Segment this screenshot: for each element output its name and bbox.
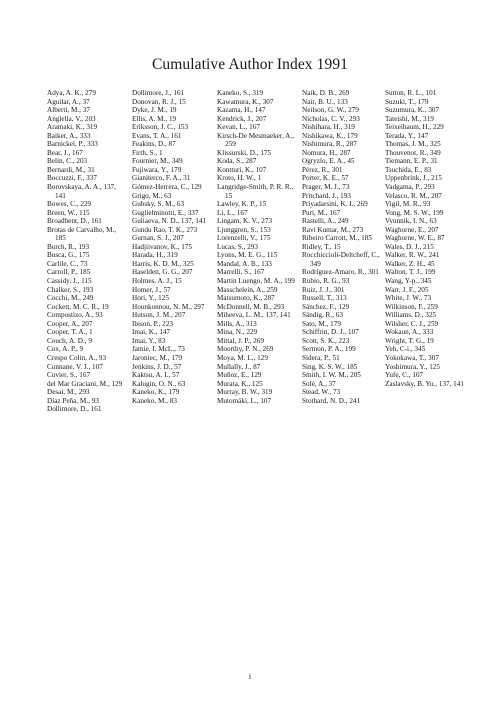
index-entry: Warr, J. F., 205 — [385, 285, 429, 294]
index-entry: Stothard, N. D., 241 — [302, 396, 361, 405]
index-entry: Dyke, J. M., 19 — [132, 106, 177, 115]
index-entry: Compostizo, A., 93 — [47, 311, 103, 320]
index-entry: Lorenzelli, V., 175 — [217, 234, 271, 243]
index-entry: Scott, S. K., 223 — [302, 336, 350, 345]
index-entry: Mullally, J., 87 — [217, 362, 261, 371]
index-column-5 — [385, 89, 465, 414]
index-entry: Miheeva, L. M., 137, 141 — [217, 311, 291, 320]
index-entry: Nishihara, H., 319 — [302, 123, 355, 132]
index-entry: Burch, R., 193 — [47, 242, 90, 251]
index-entry: Kaneko, M., 83 — [132, 396, 177, 405]
index-entry: Sing, K. S. W., 185 — [302, 362, 358, 371]
index-entry: Kaneko, K., 179 — [132, 388, 180, 397]
author-index-columns — [47, 89, 467, 414]
index-entry: Guglielminotti, E., 337 — [132, 208, 199, 217]
index-entry: Cunnane, V. J., 107 — [47, 362, 103, 371]
index-entry: Sutton, R. L., 101 — [385, 89, 437, 97]
index-entry: Gómez-Herrera, C., 129 — [132, 183, 202, 192]
index-entry: Adya, A. K., 279 — [47, 89, 96, 97]
index-entry: Gundu Rao, T. K., 273 — [132, 225, 198, 234]
index-entry: Masschelein, A., 259 — [217, 285, 278, 294]
index-entry: Mandal, A. B., 133 — [217, 259, 272, 268]
index-entry: Wang, Y-p., 345 — [385, 277, 432, 286]
index-entry: Cooper, T. A., 1 — [47, 328, 93, 337]
index-entry: McDonnell, M. B., 293 — [217, 302, 285, 311]
index-entry: Kroto, H. W., 1 — [217, 174, 262, 183]
index-entry: Lyons, M. E. G., 115 — [217, 251, 278, 260]
index-entry: Marrelli, S., 167 — [217, 268, 265, 277]
index-entry: Nishimura, R., 287 — [302, 140, 357, 149]
index-entry: Yufe, C., 107 — [385, 371, 424, 380]
index-entry: Ibison, P., 223 — [132, 319, 173, 328]
index-entry: Wales, D. J., 215 — [385, 242, 434, 251]
index-entry: Murata, K., 125 — [217, 379, 263, 388]
index-entry: Wilkinson, F., 259 — [385, 302, 438, 311]
index-entry: Mills, A., 313 — [217, 319, 257, 328]
index-entry: Cox, A. P., 9 — [47, 345, 84, 354]
index-entry: Barnickel, P., 333 — [47, 140, 98, 149]
index-entry: Uppenbrink, J., 215 — [385, 174, 442, 183]
index-entry: Terada, Y., 147 — [385, 131, 429, 140]
index-entry: Brotas de Carvalho, M., 185 — [47, 225, 117, 243]
index-entry: Jamie, I. McL., 73 — [132, 345, 185, 354]
index-entry: Hutson, J. M., 207 — [132, 311, 186, 320]
index-entry: Baiker, A., 333 — [47, 131, 91, 140]
index-entry: Nair, B. U., 133 — [302, 97, 348, 106]
index-entry: White, J. W., 73 — [385, 294, 432, 303]
index-entry: Imai, Y., 83 — [132, 336, 166, 345]
index-entry: Hori, Y., 125 — [132, 294, 169, 303]
index-entry: Gianiterco, F. A., 31 — [132, 174, 191, 183]
index-entry: Boccuzzi, F., 337 — [47, 174, 97, 183]
index-entry: Lucas, S., 293 — [217, 242, 258, 251]
index-entry: Feakins, D., 87 — [132, 140, 176, 149]
index-entry: Gubsky, S. M., 63 — [132, 200, 185, 209]
index-entry: Pérez, R., 301 — [302, 165, 343, 174]
index-entry: Thouvenot, R., 349 — [385, 148, 441, 157]
index-entry: Sato, M., 179 — [302, 319, 341, 328]
index-entry: Priyadarsini, K. I., 269 — [302, 200, 368, 209]
index-entry: Kaktsu, A. I., 57 — [132, 371, 180, 380]
index-entry: Rodríguez-Amaro, R., 301 — [302, 268, 379, 277]
index-entry: Waghorne, E., 207 — [385, 225, 439, 234]
index-entry: Wokaun, A., 333 — [385, 328, 434, 337]
index-entry: Zaslavsky, B. Yu., 137, 141 — [385, 379, 464, 388]
index-entry: Mutomäki, L., 107 — [217, 396, 272, 405]
index-entry: Nishikawa, K., 179 — [302, 131, 358, 140]
index-column-4 — [302, 89, 380, 414]
index-entry: Sánchez, F., 129 — [302, 302, 350, 311]
index-entry: Fournier, M., 349 — [132, 157, 183, 166]
index-entry: Vyunnik, I. N., 63 — [385, 217, 437, 226]
index-entry: Klissurski, D., 175 — [217, 148, 272, 157]
index-entry: Firth, S., 1 — [132, 148, 163, 157]
index-entry: Smith, I. W. M., 205 — [302, 371, 361, 380]
index-entry: Schiffrin, D. J., 107 — [302, 328, 359, 337]
index-entry: Puri, M., 167 — [302, 208, 341, 217]
index-entry: Muñoz, E., 129 — [217, 371, 262, 380]
index-entry: Rubio, R. G., 93 — [302, 277, 350, 286]
index-entry: Waghorne, W. E., 87 — [385, 234, 445, 243]
page-number: i — [248, 672, 252, 681]
index-entry: Li, L., 167 — [217, 208, 248, 217]
index-entry: Guliaeva, N. D., 137, 141 — [132, 217, 207, 226]
index-entry: Wilsher, C. J., 259 — [385, 319, 439, 328]
index-entry: Rocchiccioli-Deltcheff, C., 349 — [302, 251, 380, 268]
index-entry: Matsumoto, K., 287 — [217, 294, 275, 303]
index-entry: Lawley, K. P., 15 — [217, 200, 267, 209]
index-entry: Nomura, H., 287 — [302, 148, 351, 157]
index-entry: Bowes, C., 229 — [47, 200, 92, 209]
index-entry: Cassidy, J., 115 — [47, 277, 92, 286]
index-entry: Nicholas, C. V., 293 — [302, 114, 360, 123]
index-entry: Hounkonnou, N. M., 297 — [132, 302, 205, 311]
index-entry: Gurnan, S. J., 207 — [132, 234, 184, 243]
index-entry: Kaneko, S., 319 — [217, 89, 264, 97]
index-entry: Lingam, K. V., 273 — [217, 217, 273, 226]
index-entry: Vigil, M. R., 93 — [385, 200, 431, 209]
index-entry: Fujiwara, Y., 179 — [132, 165, 182, 174]
index-entry: Tiemann, E. P., 31 — [385, 157, 438, 166]
index-entry: Langridge-Smith, P. R. R., 15 — [217, 183, 294, 200]
index-entry: Prager, M. J., 73 — [302, 183, 350, 192]
index-entry: Grigo, M., 63 — [132, 191, 172, 200]
index-entry: Walton, T. J., 199 — [385, 268, 436, 277]
index-entry: Busca, G., 175 — [47, 251, 90, 260]
index-entry: Aramaki, K., 319 — [47, 123, 98, 132]
index-entry: Homer, J., 57 — [132, 285, 171, 294]
index-entry: Tateishi, M., 319 — [385, 114, 434, 123]
index-entry: Tsuchida, E., 83 — [385, 165, 432, 174]
index-entry: Harris, K. D. M., 325 — [132, 259, 194, 268]
index-entry: Eriksson, J. C., 153 — [132, 123, 189, 132]
index-entry: Yokokawa, T., 307 — [385, 353, 439, 362]
index-column-3 — [217, 89, 297, 414]
index-entry: Mittal, J. P., 269 — [217, 336, 264, 345]
index-entry: Ribeiro Carrott, M., 185 — [302, 234, 372, 243]
index-entry: Rastelli, A., 249 — [302, 217, 349, 226]
index-entry: Thomas, J. M., 325 — [385, 140, 441, 149]
index-entry: Sändig, R., 63 — [302, 311, 343, 320]
index-entry: Sermon, P. A., 199 — [302, 345, 356, 354]
index-entry: Breen, W., 115 — [47, 208, 90, 217]
index-entry: Cocchi, M., 249 — [47, 294, 94, 303]
index-entry: Kazama, H., 147 — [217, 106, 266, 115]
index-entry: Dollimore, D., 161 — [47, 405, 102, 414]
index-entry: Imai, K., 147 — [132, 328, 171, 337]
index-entry: Borovskaya, A. A., 137, 141 — [47, 183, 117, 200]
index-entry: Sidera, P., 51 — [302, 353, 340, 362]
index-entry: Vong, M. S. W., 199 — [385, 208, 444, 217]
index-column-2 — [132, 89, 212, 414]
index-entry: Walker, Z. H., 45 — [385, 259, 435, 268]
index-entry: Carlile, C., 73 — [47, 259, 88, 268]
index-entry: Chalker, S., 193 — [47, 285, 94, 294]
index-entry: Jaroniec, M., 179 — [132, 353, 183, 362]
index-entry: Haselden, G. G., 207 — [132, 268, 193, 277]
index-entry: Russell, T., 313 — [302, 294, 347, 303]
index-entry: Díaz Peña, M., 93 — [47, 396, 99, 405]
index-entry: Ljunggren, S., 153 — [217, 225, 271, 234]
index-entry: Kirsch-De Mesmaeker, A., 259 — [217, 131, 294, 149]
index-entry: Donovan, R. J., 15 — [132, 97, 186, 106]
index-entry: Martin Luengo, M. A., 199 — [217, 277, 295, 286]
index-entry: Carroll, P., 185 — [47, 268, 91, 277]
index-entry: Solé, A., 37 — [302, 379, 336, 388]
index-entry: Desai, M., 293 — [47, 388, 90, 397]
index-entry: Cuvier, S., 167 — [47, 371, 91, 380]
index-entry: Mina, N., 229 — [217, 328, 258, 337]
index-entry: Belin, C., 203 — [47, 157, 88, 166]
index-entry: Koda, S., 287 — [217, 157, 257, 166]
index-entry: Porter, K. E., 57 — [302, 174, 349, 183]
index-entry: Williams, D., 325 — [385, 311, 437, 320]
index-entry: Vadgama, P., 293 — [385, 183, 435, 192]
index-entry: Kalugin, O. N., 63 — [132, 379, 186, 388]
index-entry: Ravi Kumar, M., 273 — [302, 225, 364, 234]
index-entry: Moya, M. L., 129 — [217, 353, 268, 362]
index-entry: Suzuki, T., 179 — [385, 97, 429, 106]
index-entry: Stead, W., 73 — [302, 388, 341, 397]
index-entry: Evans, T. A., 161 — [132, 131, 182, 140]
index-entry: Hadjiivanov, K., 175 — [132, 242, 193, 251]
index-entry: Jenkins, J. D., 57 — [132, 362, 182, 371]
index-entry: Moorthy, P. N., 269 — [217, 345, 274, 354]
index-entry: Kendrick, J., 207 — [217, 114, 267, 123]
index-entry: Ogryzlo, E. A., 45 — [302, 157, 355, 166]
index-entry: Kevan, L., 167 — [217, 123, 260, 132]
index-entry: Harada, H., 319 — [132, 251, 178, 260]
index-entry: Alberti, M., 37 — [47, 106, 90, 115]
index-entry: Ruiz, J. J., 301 — [302, 285, 345, 294]
index-entry: Velasco, R. M., 207 — [385, 191, 442, 200]
page-title: Cumulative Author Index 1991 — [151, 56, 349, 73]
index-entry: Murray, B. W., 319 — [217, 388, 273, 397]
index-entry: Bernardi, M., 31 — [47, 165, 95, 174]
index-entry: Wright, T. G., 19 — [385, 336, 434, 345]
index-entry: Dollimore, J., 161 — [132, 89, 185, 97]
index-entry: Teixeibaum, H., 229 — [385, 123, 444, 132]
index-entry: Cooper, A., 207 — [47, 319, 93, 328]
index-entry: Kawamura, K., 307 — [217, 97, 274, 106]
index-column-1 — [47, 89, 127, 414]
index-entry: Aguilar, A., 37 — [47, 97, 90, 106]
index-entry: Yeh, C-i., 345 — [385, 345, 426, 354]
index-entry: Anglella, V., 203 — [47, 114, 96, 123]
index-entry: Cockett, M. C. R., 19 — [47, 302, 109, 311]
index-entry: Walker, R. W., 241 — [385, 251, 440, 260]
index-entry: Neilson, G. W., 279 — [302, 106, 359, 115]
index-entry: Ellis, A. M., 19 — [132, 114, 177, 123]
index-entry: Couch, A. D., 9 — [47, 336, 92, 345]
index-entry: Suzumura, K., 307 — [385, 106, 440, 115]
index-entry: Crespo Colin, A., 93 — [47, 353, 107, 362]
index-entry: Pritchard, J., 193 — [302, 191, 351, 200]
index-entry: del Mar Graciani, M., 129 — [47, 379, 123, 388]
index-entry: Bear, J., 167 — [47, 148, 83, 157]
index-entry: Kontturi, K., 107 — [217, 165, 267, 174]
index-entry: Naik, D. B., 269 — [302, 89, 350, 97]
index-entry: Broadbent, D., 161 — [47, 217, 102, 226]
index-entry: Ridley, T., 15 — [302, 242, 341, 251]
index-entry: Holmes, A. J., 15 — [132, 277, 182, 286]
index-entry: Yoshimura, Y., 125 — [385, 362, 440, 371]
